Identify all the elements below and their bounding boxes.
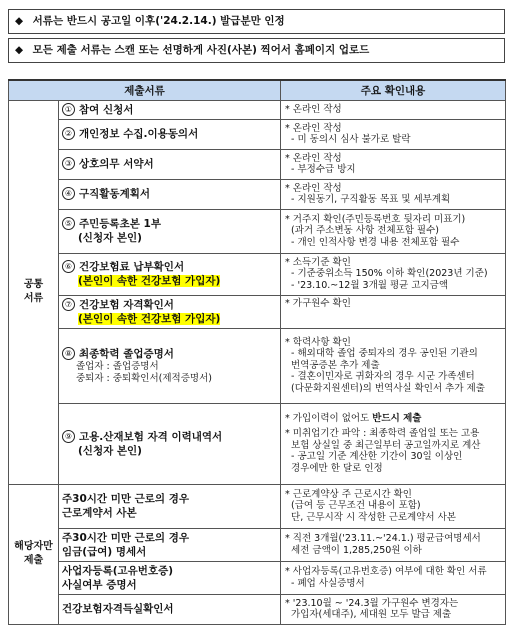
- header-checks: 주요 확인내용: [281, 80, 506, 100]
- group-common: 공통 서류: [9, 100, 59, 484]
- table-row: [9, 100, 506, 119]
- documents-table: [8, 79, 506, 625]
- group-applicable: 해당자만 제출: [9, 484, 59, 624]
- table-row: [9, 528, 506, 561]
- diamond-bullet-icon: ◆: [15, 44, 24, 56]
- doc-title: ⑥ 건강보험료 납부확인서 (본인이 속한 건강보험 가입자): [59, 253, 281, 295]
- check-cell: * 직전 3개월('23.11.~'24.1.) 평균급여명세서 세전 금액이 1,285,250원 이하: [281, 528, 506, 561]
- table-row: [9, 295, 506, 328]
- table-row: [9, 561, 506, 594]
- check-cell: * 온라인 작성 - 지원동기, 구직활동 목표 및 세부계획: [281, 179, 506, 209]
- notice-box-1: [8, 9, 505, 34]
- notice-text-2: 모든 제출 서류는 스캔 또는 선명하게 사진(사본) 찍어서 홈페이지 업로드: [32, 44, 370, 56]
- doc-title: 사업자등록(고유번호증) 사실여부 증명서: [59, 561, 281, 594]
- table-row: [9, 328, 506, 403]
- number-badge: ③: [62, 157, 75, 170]
- check-cell: * 학력사항 확인 - 해외대학 졸업 중퇴자의 경우 공인된 기관의 번역공증본 추가 제출 - 결혼이민자로 귀화자의 경우 시군 가족센터 (다문화지원센터)의 번역사실 확인서 추가 제출: [281, 328, 506, 403]
- doc-title: ⑨ 고용.산재보험 자격 이력내역서 (신청자 본인): [59, 403, 281, 484]
- doc-title: ② 개인정보 수집.이용동의서: [59, 119, 281, 149]
- table-row: [9, 149, 506, 179]
- table-row: [9, 179, 506, 209]
- number-badge: ①: [62, 103, 75, 116]
- check-cell: * 온라인 작성 - 미 동의시 심사 불가로 탈락: [281, 119, 506, 149]
- table-row: [9, 594, 506, 624]
- table-row: [9, 484, 506, 528]
- number-badge: ⑧: [62, 347, 75, 360]
- header-documents: 제출서류: [9, 80, 281, 100]
- table-row: [9, 209, 506, 253]
- check-cell: * 온라인 작성: [281, 100, 506, 119]
- doc-title: ① 참여 신청서: [59, 100, 281, 119]
- doc-title: ③ 상호의무 서약서: [59, 149, 281, 179]
- number-badge: ⑤: [62, 217, 75, 230]
- check-cell: * 근로계약상 주 근로시간 확인 (급여 등 근무조건 내용이 포함) 단, 근무시작 시 작성한 근로계약서 사본: [281, 484, 506, 528]
- check-cell: * 가입이력이 없어도 반드시 제출 * 미취업기간 파악 : 최종학력 졸업일 또는 고용 보험 상실일 중 최근일부터 공고일까지로 계산 - 공고일 기준 계산한 기간이 30일 이상인 경우에만 한 달로 인정: [281, 403, 506, 484]
- check-cell: * 온라인 작성 - 부정수급 방지: [281, 149, 506, 179]
- doc-title: 주30시간 미만 근로의 경우 임금(급여) 명세서: [59, 528, 281, 561]
- highlighted-note: (본인이 속한 건강보험 가입자): [78, 312, 221, 325]
- doc-title: 주30시간 미만 근로의 경우 근로계약서 사본: [59, 484, 281, 528]
- check-cell: * 사업자등록(고유번호증) 여부에 대한 확인 서류 - 폐업 사실증명서: [281, 561, 506, 594]
- notice-text-1: 서류는 반드시 공고일 이후('24.2.14.) 발급분만 인정: [32, 15, 285, 27]
- highlighted-note: (본인이 속한 건강보험 가입자): [78, 275, 221, 287]
- table-row: [9, 119, 506, 149]
- doc-title: ⑧ 최종학력 졸업증명서 졸업자 : 졸업증명서 중퇴자 : 중퇴확인서(제적증명서): [59, 328, 281, 403]
- table-row: [9, 253, 506, 295]
- check-cell: * 소득기준 확인 - 기준중위소득 150% 이하 확인(2023년 기준) - '23.10.~12월 3개월 평균 고지금액: [281, 253, 506, 295]
- number-badge: ②: [62, 127, 75, 140]
- check-cell: * '23.10월 ~ '24.3월 가구원수 변경자는 가입자(세대주), 세대원 모두 발급 제출: [281, 594, 506, 624]
- number-badge: ⑨: [62, 430, 75, 443]
- doc-title: ⑦ 건강보험 자격확인서 (본인이 속한 건강보험 가입자): [59, 295, 281, 328]
- doc-title: 건강보험자격득실확인서: [59, 594, 281, 624]
- diamond-bullet-icon: ◆: [15, 15, 24, 27]
- notice-box-2: [8, 38, 505, 63]
- number-badge: ⑦: [62, 298, 75, 311]
- doc-title: ④ 구직활동계획서: [59, 179, 281, 209]
- check-cell: * 거주지 확인(주민등록번호 뒷자리 미표기) (과거 주소변동 사항 전체포함 필수) - 개인 인적사항 변경 내용 전체포함 필수: [281, 209, 506, 253]
- table-row: [9, 403, 506, 484]
- number-badge: ④: [62, 187, 75, 200]
- check-cell: * 가구원수 확인: [281, 295, 506, 328]
- number-badge: ⑥: [62, 260, 75, 273]
- doc-title: ⑤ 주민등록초본 1부 (신청자 본인): [59, 209, 281, 253]
